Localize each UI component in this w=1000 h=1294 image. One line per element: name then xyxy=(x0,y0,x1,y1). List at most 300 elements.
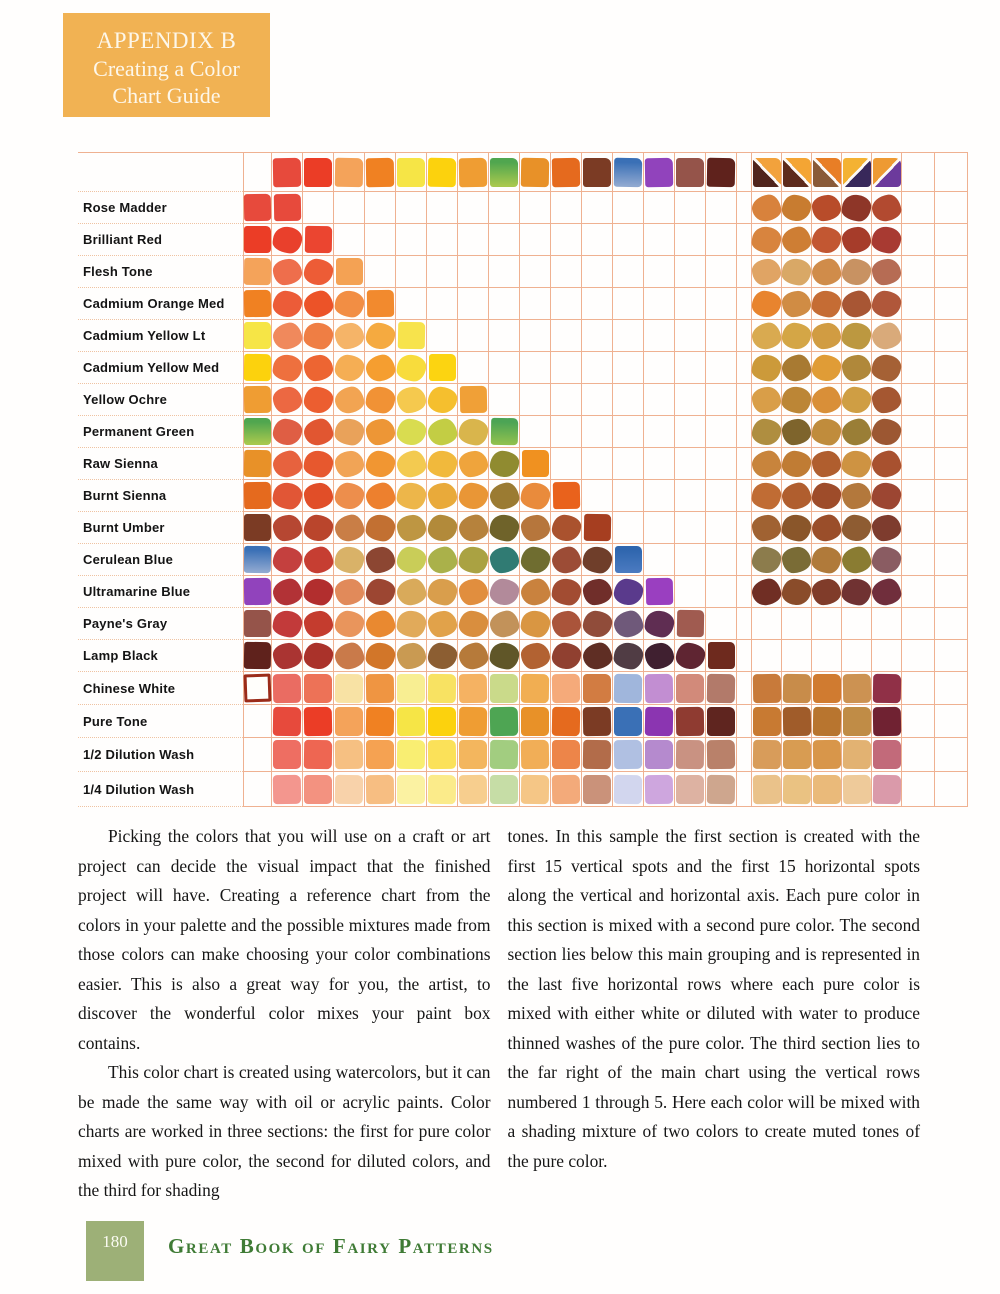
shading-mix-blob xyxy=(781,290,811,317)
empty-cell xyxy=(935,416,968,448)
shading-wash-square xyxy=(872,774,901,803)
shading-mix-blob xyxy=(751,289,782,317)
wash-square xyxy=(335,774,364,803)
grid-cell xyxy=(365,512,396,544)
grid-cell xyxy=(458,608,489,640)
wash-square xyxy=(304,674,332,703)
grid-cell xyxy=(334,480,365,512)
grid-cell xyxy=(582,224,613,256)
grid-cell xyxy=(334,772,365,807)
shading-cell xyxy=(812,705,842,738)
grid-cell xyxy=(334,738,365,772)
header-shading-mix-cell xyxy=(812,152,842,192)
wash-square xyxy=(397,740,426,769)
grid-cell xyxy=(458,640,489,672)
grid-cell xyxy=(520,576,551,608)
shading-wash-square xyxy=(782,706,811,735)
wash-square xyxy=(583,740,612,769)
wash-square xyxy=(459,673,488,702)
grid-cell xyxy=(706,705,737,738)
grid-cell xyxy=(458,705,489,738)
shading-cell xyxy=(872,384,902,416)
empty-cell xyxy=(902,608,935,640)
leader-cell xyxy=(243,448,272,480)
header-pure-color-cell xyxy=(644,152,675,192)
wash-square xyxy=(273,706,302,735)
shading-mix-blob xyxy=(810,385,842,415)
grid-cell xyxy=(396,480,427,512)
appendix-subtitle-line2: Chart Guide xyxy=(112,83,221,108)
empty-cell xyxy=(935,384,968,416)
row-label-cell xyxy=(78,416,243,448)
grid-cell xyxy=(489,772,520,807)
leader-column-header-blank xyxy=(243,152,272,192)
grid-cell xyxy=(675,448,706,480)
empty-cell xyxy=(902,512,935,544)
shading-cell xyxy=(872,224,902,256)
body-text-left-column xyxy=(78,822,491,1206)
grid-cell xyxy=(489,448,520,480)
row-label: Permanent Green xyxy=(83,424,195,439)
grid-cell xyxy=(551,544,582,576)
wash-square xyxy=(707,673,736,702)
grid-cell xyxy=(644,738,675,772)
grid-cell xyxy=(675,256,706,288)
shading-cell xyxy=(812,576,842,608)
shading-mix-blob xyxy=(871,258,901,285)
pure-color-swatch xyxy=(335,157,364,186)
shading-mix-blob xyxy=(841,513,872,541)
mix-blob xyxy=(395,577,427,607)
grid-cell xyxy=(551,384,582,416)
grid-cell xyxy=(520,320,551,352)
row-label: Payne's Gray xyxy=(83,616,168,631)
wash-square xyxy=(335,673,364,702)
leader-pure-swatch xyxy=(244,386,271,413)
shading-mix-blob xyxy=(871,417,902,445)
mix-blob xyxy=(271,225,303,254)
wash-square xyxy=(645,740,673,769)
wash-square xyxy=(304,706,333,735)
grid-cell xyxy=(365,772,396,807)
shading-cell xyxy=(782,512,812,544)
shading-mix-blob xyxy=(811,545,843,574)
shading-mix-blob xyxy=(751,386,781,413)
shading-mix-blob xyxy=(781,193,812,221)
shading-cell xyxy=(842,384,872,416)
wash-square xyxy=(428,774,457,803)
wash-square xyxy=(645,673,674,702)
grid-cell xyxy=(365,224,396,256)
grid-cell xyxy=(551,224,582,256)
empty-cell xyxy=(902,352,935,384)
shading-cell xyxy=(842,320,872,352)
shading-mix-blob xyxy=(781,385,813,414)
shading-cell xyxy=(872,320,902,352)
grid-cell xyxy=(458,480,489,512)
leader-pure-swatch xyxy=(244,546,271,573)
empty-cell xyxy=(902,640,935,672)
shading-cell xyxy=(812,512,842,544)
shading-mix-blob xyxy=(811,481,842,509)
shading-cell xyxy=(872,738,902,772)
shading-wash-square xyxy=(782,774,811,803)
shading-cell xyxy=(842,288,872,320)
grid-cell xyxy=(675,608,706,640)
shading-mix-blob xyxy=(811,322,841,349)
empty-cell xyxy=(902,256,935,288)
shading-mix-blob xyxy=(841,385,872,413)
wash-square xyxy=(428,673,457,702)
shading-cell xyxy=(842,448,872,480)
shading-cell xyxy=(752,672,782,705)
header-pure-color-cell xyxy=(427,152,458,192)
mix-blob xyxy=(520,642,550,669)
grid-cell xyxy=(365,416,396,448)
wash-square xyxy=(707,740,736,769)
row-label-cell xyxy=(78,576,243,608)
shading-mix-blob xyxy=(751,514,781,541)
grid-cell xyxy=(427,772,458,807)
shading-cell xyxy=(812,608,842,640)
wash-square xyxy=(459,740,487,769)
diagonal-pure-square xyxy=(615,546,642,573)
wash-square xyxy=(459,774,488,803)
diagonal-pure-square xyxy=(522,450,549,477)
mix-blob xyxy=(364,481,396,511)
leader-cell xyxy=(243,738,272,772)
empty-cell xyxy=(935,705,968,738)
grid-cell xyxy=(520,705,551,738)
shading-wash-square xyxy=(872,706,901,735)
wash-square xyxy=(366,706,395,735)
wash-square xyxy=(428,707,456,736)
mix-blob xyxy=(519,545,550,573)
grid-cell xyxy=(334,288,365,320)
mix-blob xyxy=(302,449,334,478)
shading-mix-blob xyxy=(780,353,812,383)
shading-cell xyxy=(812,640,842,672)
grid-cell xyxy=(489,544,520,576)
grid-cell xyxy=(489,608,520,640)
shading-cell xyxy=(872,256,902,288)
mix-blob xyxy=(333,641,365,671)
mix-blob xyxy=(395,481,427,510)
grid-cell xyxy=(334,672,365,705)
empty-cell xyxy=(935,320,968,352)
grid-cell xyxy=(489,705,520,738)
wash-square xyxy=(366,740,394,769)
grid-cell xyxy=(644,544,675,576)
grid-cell xyxy=(644,256,675,288)
shading-wash-square xyxy=(783,740,811,769)
grid-cell xyxy=(427,480,458,512)
wash-square xyxy=(366,774,395,803)
grid-cell xyxy=(489,288,520,320)
grid-cell xyxy=(365,448,396,480)
grid-cell xyxy=(458,738,489,772)
grid-cell xyxy=(303,416,334,448)
grid-cell xyxy=(675,192,706,224)
shading-cell xyxy=(752,416,782,448)
mix-blob xyxy=(457,545,489,574)
grid-cell xyxy=(613,384,644,416)
row-label: Raw Sienna xyxy=(83,456,158,471)
shading-cell xyxy=(842,512,872,544)
shading-mix-blob xyxy=(750,193,782,223)
grid-cell xyxy=(675,576,706,608)
grid-cell xyxy=(427,256,458,288)
shading-cell xyxy=(782,384,812,416)
pure-color-swatch xyxy=(459,157,488,186)
shading-mixture-swatch xyxy=(753,158,781,187)
row-label-cell xyxy=(78,705,243,738)
shading-cell xyxy=(782,640,812,672)
shading-wash-square xyxy=(752,774,781,803)
grid-cell xyxy=(396,384,427,416)
mix-blob xyxy=(334,450,364,477)
mix-blob xyxy=(272,386,302,413)
mix-blob xyxy=(457,417,489,446)
grid-cell xyxy=(365,544,396,576)
shading-cell xyxy=(752,192,782,224)
shading-mix-blob xyxy=(871,514,901,541)
grid-cell xyxy=(520,288,551,320)
grid-cell xyxy=(582,288,613,320)
row-label-cell xyxy=(78,512,243,544)
leader-cell xyxy=(243,416,272,448)
grid-cell xyxy=(489,224,520,256)
mix-blob xyxy=(302,257,333,285)
grid-cell xyxy=(644,192,675,224)
grid-cell xyxy=(520,640,551,672)
shading-mix-blob xyxy=(780,481,812,511)
grid-cell xyxy=(334,320,365,352)
grid-cell xyxy=(427,576,458,608)
wash-square xyxy=(366,673,395,702)
grid-cell xyxy=(644,576,675,608)
grid-cell xyxy=(458,512,489,544)
grid-cell xyxy=(303,352,334,384)
mix-blob xyxy=(333,545,365,574)
mix-blob xyxy=(395,609,427,638)
grid-cell xyxy=(396,192,427,224)
grid-cell xyxy=(272,512,303,544)
leader-pure-swatch xyxy=(244,354,271,381)
mix-blob xyxy=(550,641,581,669)
mix-blob xyxy=(612,577,643,605)
row-label-cell xyxy=(78,640,243,672)
header-shading-mix-cell xyxy=(872,152,902,192)
grid-cell xyxy=(458,224,489,256)
grid-cell xyxy=(644,384,675,416)
header-pure-color-cell xyxy=(551,152,582,192)
shading-cell xyxy=(872,288,902,320)
grid-cell xyxy=(458,416,489,448)
shading-cell xyxy=(752,320,782,352)
gap-cell xyxy=(737,448,752,480)
mix-blob xyxy=(426,449,458,478)
empty-cell xyxy=(902,152,935,192)
wash-square xyxy=(273,774,302,803)
grid-cell xyxy=(396,352,427,384)
mix-blob xyxy=(271,289,302,317)
shading-mix-blob xyxy=(751,225,783,254)
wash-square xyxy=(552,740,580,769)
grid-cell xyxy=(489,512,520,544)
shading-cell xyxy=(872,640,902,672)
grid-cell xyxy=(396,320,427,352)
shading-cell xyxy=(812,288,842,320)
grid-cell xyxy=(582,256,613,288)
grid-cell xyxy=(272,480,303,512)
grid-cell xyxy=(272,352,303,384)
grid-cell xyxy=(675,384,706,416)
grid-cell xyxy=(427,640,458,672)
diagonal-pure-square xyxy=(490,418,517,445)
shading-wash-square xyxy=(843,707,871,736)
row-label-cell xyxy=(78,352,243,384)
diagonal-pure-square xyxy=(552,482,579,509)
shading-mix-blob xyxy=(870,193,902,223)
mix-blob xyxy=(488,449,519,477)
grid-cell xyxy=(427,738,458,772)
diagonal-pure-square xyxy=(304,226,331,253)
grid-cell xyxy=(613,512,644,544)
wash-square xyxy=(645,774,674,803)
grid-cell xyxy=(303,640,334,672)
gap-cell xyxy=(737,544,752,576)
mix-blob xyxy=(520,514,550,541)
grid-cell xyxy=(272,738,303,772)
row-label: Rose Madder xyxy=(83,200,167,215)
grid-cell xyxy=(303,384,334,416)
wash-square xyxy=(521,774,550,803)
shading-cell xyxy=(842,544,872,576)
grid-cell xyxy=(303,512,334,544)
shading-cell xyxy=(752,288,782,320)
leader-cell xyxy=(243,772,272,807)
shading-cell xyxy=(782,608,812,640)
wash-square xyxy=(304,775,332,804)
grid-cell xyxy=(520,224,551,256)
header-shading-mix-cell xyxy=(782,152,812,192)
row-label: Burnt Sienna xyxy=(83,488,167,503)
shading-mix-blob xyxy=(811,417,843,446)
grid-cell xyxy=(551,416,582,448)
shading-cell xyxy=(782,448,812,480)
leader-pure-swatch xyxy=(244,450,271,477)
book-title: Great Book of Fairy Patterns xyxy=(168,1234,494,1258)
grid-cell xyxy=(272,772,303,807)
grid-cell xyxy=(396,224,427,256)
leader-pure-swatch xyxy=(244,258,271,285)
shading-cell xyxy=(752,772,782,807)
grid-cell xyxy=(365,705,396,738)
header-shading-mix-cell xyxy=(842,152,872,192)
mix-blob xyxy=(457,609,488,637)
shading-cell xyxy=(812,448,842,480)
shading-mix-blob xyxy=(840,289,872,319)
leader-pure-swatch xyxy=(244,322,271,349)
grid-cell xyxy=(706,576,737,608)
empty-cell xyxy=(935,512,968,544)
mix-blob xyxy=(364,353,396,383)
grid-cell xyxy=(427,384,458,416)
mix-blob xyxy=(488,609,520,639)
grid-cell xyxy=(365,480,396,512)
shading-mix-blob xyxy=(750,449,782,479)
wash-square xyxy=(583,775,611,804)
shading-cell xyxy=(782,288,812,320)
leader-cell xyxy=(243,512,272,544)
grid-cell xyxy=(644,512,675,544)
grid-cell xyxy=(520,544,551,576)
shading-mix-blob xyxy=(811,289,843,318)
mix-blob xyxy=(643,609,675,638)
gap-cell xyxy=(737,192,752,224)
shading-cell xyxy=(812,772,842,807)
mix-blob xyxy=(396,386,426,413)
shading-wash-square xyxy=(752,740,781,769)
wash-square xyxy=(552,774,581,803)
grid-cell xyxy=(303,608,334,640)
shading-mix-blob xyxy=(871,545,902,573)
empty-cell xyxy=(935,640,968,672)
grid-cell xyxy=(644,640,675,672)
header-pure-color-cell xyxy=(272,152,303,192)
wash-square xyxy=(397,775,425,804)
shading-mix-blob xyxy=(751,353,783,382)
leader-pure-swatch xyxy=(244,482,271,509)
shading-cell xyxy=(812,256,842,288)
grid-cell xyxy=(272,608,303,640)
body-text xyxy=(78,822,920,1206)
grid-cell xyxy=(520,256,551,288)
empty-cell xyxy=(935,256,968,288)
grid-cell xyxy=(272,544,303,576)
grid-cell xyxy=(396,256,427,288)
mix-blob xyxy=(395,545,426,573)
gap-cell xyxy=(737,224,752,256)
shading-wash-square xyxy=(812,706,841,735)
grid-cell xyxy=(458,352,489,384)
grid-cell xyxy=(427,672,458,705)
shading-mix-blob xyxy=(841,193,873,222)
mix-blob xyxy=(427,482,457,509)
grid-cell xyxy=(396,640,427,672)
mix-blob xyxy=(426,545,458,575)
grid-cell xyxy=(582,576,613,608)
mix-blob xyxy=(333,289,365,318)
grid-cell xyxy=(675,544,706,576)
grid-cell xyxy=(613,640,644,672)
shading-mix-blob xyxy=(781,513,813,542)
grid-cell xyxy=(365,320,396,352)
grid-cell xyxy=(272,640,303,672)
grid-cell xyxy=(706,256,737,288)
shading-mix-blob xyxy=(870,577,902,607)
mix-blob xyxy=(364,449,395,477)
diagonal-pure-square xyxy=(676,610,703,637)
shading-mix-blob xyxy=(781,321,812,349)
row-label-cell xyxy=(78,320,243,352)
shading-wash-square xyxy=(813,775,841,804)
empty-cell xyxy=(902,384,935,416)
shading-wash-square xyxy=(812,740,841,769)
grid-cell xyxy=(334,192,365,224)
empty-cell xyxy=(935,352,968,384)
